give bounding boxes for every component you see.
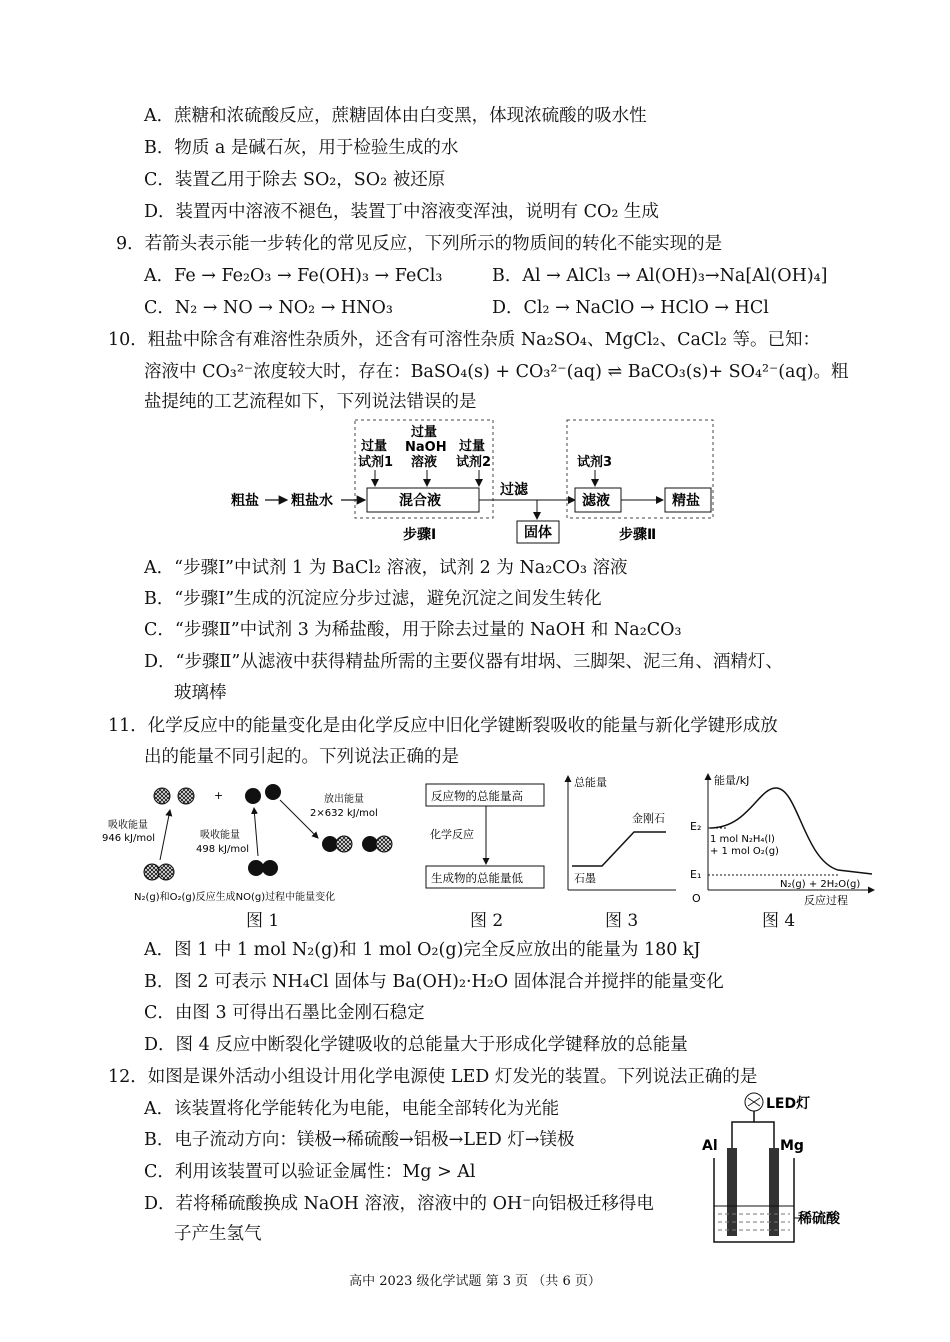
flow-naoh-label: 过量 bbox=[411, 425, 438, 440]
fig3-ylabel: 总能量 bbox=[574, 776, 607, 789]
fig2-top: 反应物的总能量高 bbox=[431, 789, 523, 803]
q12-option-b: B．电子流动方向：镁极→稀硫酸→铝极→LED 灯→镁极 bbox=[144, 1130, 575, 1150]
q10-option-d: D．“步骤Ⅱ”从滤液中获得精盐所需的主要仪器有坩埚、三脚架、泥三角、酒精灯、 bbox=[144, 652, 783, 672]
fig4-e1: E₁ bbox=[690, 868, 702, 881]
fig1-absorb2-label: 吸收能量 bbox=[200, 830, 240, 841]
q12-option-d-cont: 子产生氢气 bbox=[174, 1224, 262, 1244]
flow-naoh-solution: 溶液 bbox=[411, 455, 438, 470]
fig1-absorb1-label: 吸收能量 bbox=[108, 820, 148, 831]
fig3-graphite: 石墨 bbox=[574, 872, 596, 885]
q11-fig4 bbox=[688, 770, 878, 906]
q10-option-a: A．“步骤Ⅰ”中试剂 1 为 BaCl₂ 溶液，试剂 2 为 Na₂CO₃ 溶液 bbox=[144, 558, 628, 578]
q10-stem-3: 盐提纯的工艺流程如下，下列说法错误的是 bbox=[144, 392, 477, 412]
flow-step1: 步骤Ⅰ bbox=[403, 527, 437, 543]
q9-option-c: C．N₂ → NO → NO₂ → HNO₃ bbox=[144, 298, 393, 318]
fig1-caption: N₂(g)和O₂(g)反应生成NO(g)过程中能量变化 bbox=[134, 892, 336, 903]
fig1-release-label: 放出能量 bbox=[324, 794, 364, 805]
q11-stem-1: 11．化学反应中的能量变化是由化学反应中旧化学键断裂吸收的能量与新化学键形成放 bbox=[108, 716, 778, 736]
q11-option-c: C．由图 3 可得出石墨比金刚石稳定 bbox=[144, 1003, 425, 1023]
fig1-absorb1-value: 946 kJ/mol bbox=[102, 833, 156, 844]
fig-mg-label: Mg bbox=[780, 1138, 804, 1154]
q10-flow-diagram bbox=[225, 418, 735, 548]
flow-fine-salt: 精盐 bbox=[672, 493, 700, 509]
flow-crude-salt: 粗盐 bbox=[231, 493, 259, 509]
fig4-xlabel: 反应过程 bbox=[804, 894, 848, 906]
flow-brine: 粗盐水 bbox=[291, 493, 333, 509]
flow-reagent2-label: 过量 bbox=[459, 439, 486, 454]
flow-reagent2-name: 试剂2 bbox=[456, 455, 492, 470]
fig2-label: 图 2 bbox=[470, 911, 504, 931]
fig4-e2: E₂ bbox=[690, 820, 702, 833]
fig4-product: N₂(g) + 2H₂O(g) bbox=[780, 879, 861, 890]
fig4-origin: O bbox=[692, 892, 701, 905]
q12-cell-diagram bbox=[696, 1088, 856, 1248]
flow-reagent3: 试剂3 bbox=[577, 455, 613, 470]
fig3-diamond: 金刚石 bbox=[632, 812, 665, 825]
fig1-release-value: 2×632 kJ/mol bbox=[310, 808, 378, 819]
flow-naoh-name: NaOH bbox=[405, 440, 447, 455]
q11-fig3 bbox=[560, 770, 680, 898]
fig-led-label: LED灯 bbox=[766, 1096, 811, 1112]
q12-option-c: C．利用该装置可以验证金属性：Mg > Al bbox=[144, 1162, 476, 1182]
q11-stem-2: 出的能量不同引起的。下列说法正确的是 bbox=[144, 747, 459, 767]
flow-mixture: 混合液 bbox=[399, 493, 441, 509]
q10-stem-1: 10．粗盐中除含有难溶性杂质外，还含有可溶性杂质 Na₂SO₄、MgCl₂、CaCl₂ 等。已知： bbox=[108, 330, 820, 350]
fig4-label: 图 4 bbox=[762, 911, 796, 931]
q9-option-a: A．Fe → Fe₂O₃ → Fe(OH)₃ → FeCl₃ bbox=[144, 266, 443, 286]
page-footer: 高中 2023 级化学试题 第 3 页 （共 6 页） bbox=[349, 1274, 601, 1289]
fig2-mid: 化学反应 bbox=[430, 828, 474, 841]
q9-stem: 9．若箭头表示能一步转化的常见反应，下列所示的物质间的转化不能实现的是 bbox=[116, 234, 723, 254]
q10-option-b: B．“步骤Ⅰ”生成的沉淀应分步过滤，避免沉淀之间发生转化 bbox=[144, 589, 602, 609]
q10-option-c: C．“步骤Ⅱ”中试剂 3 为稀盐酸，用于除去过量的 NaOH 和 Na₂CO₃ bbox=[144, 620, 682, 640]
fig-acid-label: 稀硫酸 bbox=[798, 1211, 840, 1227]
q8-option-a: A．蔗糖和浓硫酸反应，蔗糖固体由白变黑，体现浓硫酸的吸水性 bbox=[144, 106, 647, 126]
flow-step2: 步骤Ⅱ bbox=[619, 527, 657, 543]
q11-option-a: A．图 1 中 1 mol N₂(g)和 1 mol O₂(g)完全反应放出的能量为 180 kJ bbox=[144, 940, 701, 960]
q10-option-d-cont: 玻璃棒 bbox=[174, 683, 227, 703]
q11-option-b: B．图 2 可表示 NH₄Cl 固体与 Ba(OH)₂·H₂O 固体混合并搅拌的能量变化 bbox=[144, 972, 724, 992]
q12-stem: 12．如图是课外活动小组设计用化学电源使 LED 灯发光的装置。下列说法正确的是 bbox=[108, 1067, 758, 1087]
q9-option-d: D．Cl₂ → NaClO → HClO → HCl bbox=[492, 298, 769, 318]
flow-reagent1-label: 过量 bbox=[361, 439, 388, 454]
q12-option-d: D．若将稀硫酸换成 NaOH 溶液，溶液中的 OH⁻向铝极迁移得电 bbox=[144, 1194, 654, 1214]
fig-al-label: Al bbox=[702, 1138, 718, 1154]
q10-stem-2: 溶液中 CO₃²⁻浓度较大时，存在：BaSO₄(s) + CO₃²⁻(aq) ⇌ BaCO₃(s)+ SO₄²⁻(aq)。粗 bbox=[144, 362, 849, 382]
q8-option-c: C．装置乙用于除去 SO₂，SO₂ 被还原 bbox=[144, 170, 446, 190]
fig4-reactant2: + 1 mol O₂(g) bbox=[710, 846, 779, 857]
q11-fig1 bbox=[98, 776, 410, 906]
fig2-bottom: 生成物的总能量低 bbox=[431, 871, 523, 885]
q12-option-a: A．该装置将化学能转化为电能，电能全部转化为光能 bbox=[144, 1099, 560, 1119]
flow-filtrate: 滤液 bbox=[582, 493, 610, 509]
fig4-reactant1: 1 mol N₂H₄(l) bbox=[710, 834, 775, 845]
q11-fig2 bbox=[424, 782, 550, 894]
fig1-label: 图 1 bbox=[246, 911, 280, 931]
q8-option-b: B．物质 a 是碱石灰，用于检验生成的水 bbox=[144, 138, 459, 158]
flow-solid: 固体 bbox=[524, 525, 552, 541]
q8-option-d: D．装置丙中溶液不褪色，装置丁中溶液变浑浊，说明有 CO₂ 生成 bbox=[144, 202, 659, 222]
fig1-plus: + bbox=[214, 789, 224, 802]
fig1-absorb2-value: 498 kJ/mol bbox=[196, 844, 250, 855]
fig4-ylabel: 能量/kJ bbox=[714, 774, 750, 787]
q9-option-b: B．Al → AlCl₃ → Al(OH)₃→Na[Al(OH)₄] bbox=[492, 266, 828, 286]
flow-reagent1-name: 试剂1 bbox=[358, 455, 394, 470]
q11-option-d: D．图 4 反应中断裂化学键吸收的总能量大于形成化学键释放的总能量 bbox=[144, 1035, 688, 1055]
flow-filter: 过滤 bbox=[500, 482, 528, 498]
fig3-label: 图 3 bbox=[605, 911, 639, 931]
